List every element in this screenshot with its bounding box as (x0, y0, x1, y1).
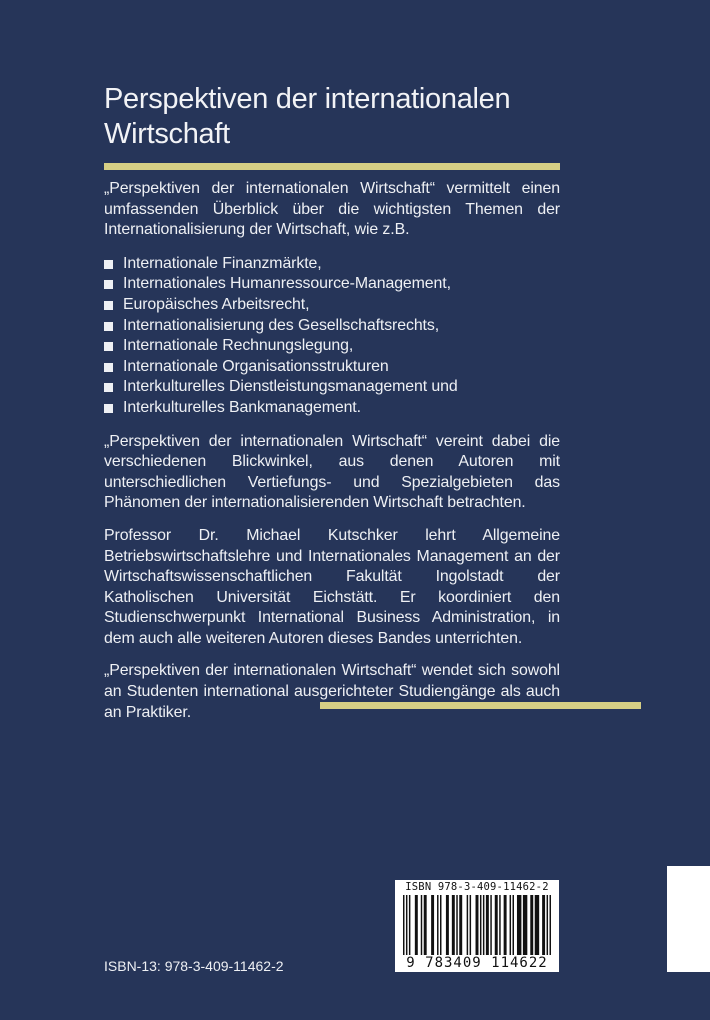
barcode-bar (547, 895, 548, 955)
square-bullet-icon (104, 301, 113, 310)
square-bullet-icon (104, 260, 113, 269)
barcode-bar (470, 895, 471, 955)
topic-label: Internationales Humanressource-Management, (123, 275, 451, 293)
intro-paragraph: „Perspektiven der internationalen Wirtschaft“ vermittelt einen umfassenden Überblick über die wichtigsten Themen der Internationalisierung der Wirtschaft, wie z.B. (104, 180, 560, 239)
topic-list-item (104, 295, 560, 316)
barcode-bar (406, 895, 407, 955)
barcode-bar (499, 895, 500, 955)
topic-list-item (104, 336, 560, 357)
barcode-isbn-label: ISBN 978-3-409-11462-2 (405, 881, 549, 893)
barcode-bar (523, 895, 527, 955)
barcode-bar (517, 895, 521, 955)
topic-label: Interkulturelles Bankmanagement. (123, 398, 361, 416)
topic-list-item (104, 254, 560, 275)
barcode-bar (535, 895, 539, 955)
topic-list-item (104, 398, 560, 419)
barcode-bar (476, 895, 479, 955)
isbn-barcode (395, 880, 559, 972)
barcode-bar (456, 895, 457, 955)
square-bullet-icon (104, 383, 113, 392)
book-title (104, 82, 624, 152)
square-bullet-icon (104, 404, 113, 413)
square-bullet-icon (104, 342, 113, 351)
topic-list-item (104, 377, 560, 398)
barcode-bar (452, 895, 455, 955)
title-divider-rule (104, 163, 560, 170)
topic-label: Internationale Organisationsstrukturen (123, 357, 389, 375)
topic-list-item (104, 357, 560, 378)
barcode-digits: 9 783409 114622 (406, 955, 548, 971)
topic-label: Internationalisierung des Gesellschaftsrechts, (123, 316, 440, 334)
barcode-bar (431, 895, 434, 955)
barcode-bar (483, 895, 484, 955)
barcode-bar (480, 895, 481, 955)
audience-paragraph: „Perspektiven der internationalen Wirtschaft“ wendet sich sowohl an Studenten international ausgerichteter Studiengänge als auch an Praktiker. (104, 662, 560, 721)
barcode-bar (403, 895, 404, 955)
topic-label: Europäisches Arbeitsrecht, (123, 295, 310, 313)
square-bullet-icon (104, 322, 113, 331)
square-bullet-icon (104, 280, 113, 289)
barcode-bar (495, 895, 498, 955)
topic-list-item (104, 274, 560, 295)
barcode-bar (446, 895, 449, 955)
barcode-bar (510, 895, 511, 955)
author-bio-paragraph: Professor Dr. Michael Kutschker lehrt Allgemeine Betriebswirtschaftslehre und Internationales Management an der Wirtschaftswissenschaftlichen Fakultät Ingolstadt der Katholischen Universität Eichstätt. Er koordiniert den Studienschwerpunkt International Business Administration, in dem auch alle weiteren Autoren dieses Bandes unterrichten. (104, 526, 560, 647)
barcode-bar (530, 895, 533, 955)
blurb-text (104, 179, 560, 723)
square-bullet-icon (104, 363, 113, 372)
isbn-13-text: ISBN-13: 978-3-409-11462-2 (104, 958, 284, 974)
topic-list (104, 254, 560, 419)
topic-label: Internationale Rechnungslegung, (123, 337, 354, 355)
barcode-bar (550, 895, 551, 955)
topic-label: Interkulturelles Dienstleistungsmanagement und (123, 378, 458, 396)
barcode-bar (504, 895, 507, 955)
barcode-bar (486, 895, 489, 955)
book-title-line-2: Wirtschaft (104, 118, 230, 150)
barcode-bar (490, 895, 491, 955)
barcode-bars (403, 895, 551, 955)
white-label-block (667, 866, 710, 972)
barcode-bar (415, 895, 418, 955)
closing-divider-rule (320, 702, 641, 709)
barcode-bar (421, 895, 422, 955)
barcode-bar (513, 895, 514, 955)
barcode-bar (409, 895, 410, 955)
book-title-line-1: Perspektiven der internationalen (104, 83, 511, 115)
barcode-bar (424, 895, 427, 955)
perspective-paragraph: „Perspektiven der internationalen Wirtschaft“ vereint dabei die verschiedenen Blickwinkel, aus denen Autoren mit unterschiedlichen Vertiefungs- und Spezialgebieten das Phänomen der internationalisierenden Wirtschaft betrachten. (104, 432, 560, 512)
topic-label: Internationale Finanzmärkte, (123, 254, 322, 272)
barcode-bar (542, 895, 545, 955)
topic-list-item (104, 316, 560, 337)
barcode-bar (437, 895, 438, 955)
barcode-bar (467, 895, 468, 955)
barcode-bar (440, 895, 441, 955)
barcode-bar (459, 895, 462, 955)
